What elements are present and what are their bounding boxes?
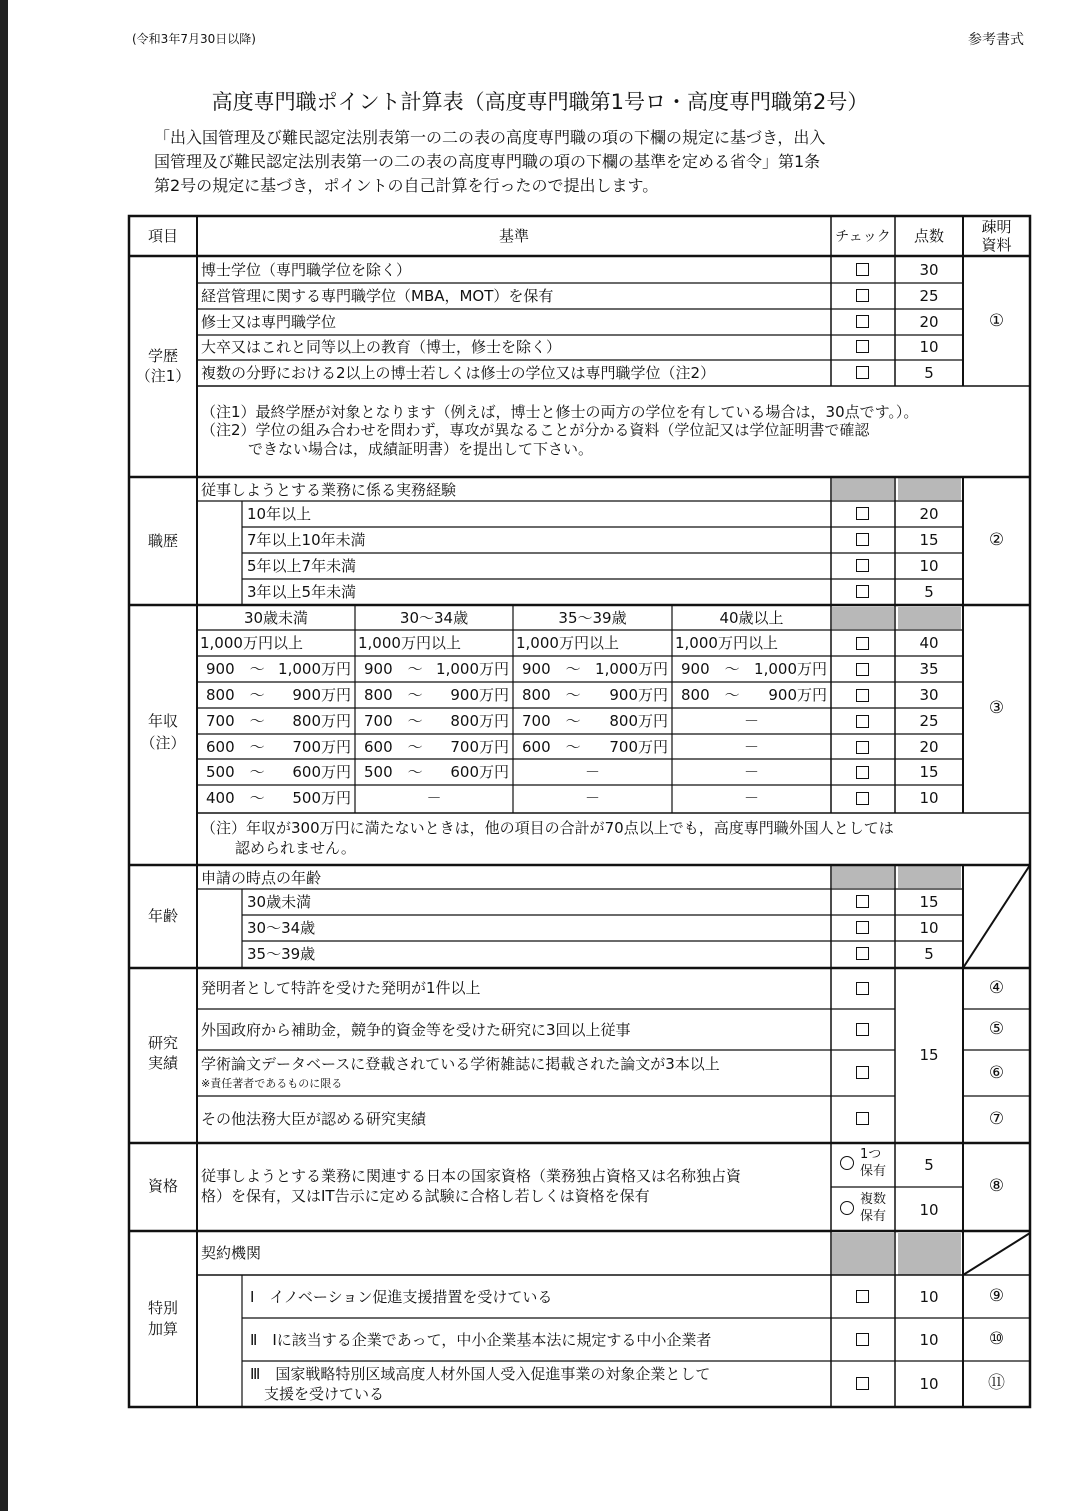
checkbox[interactable]: [856, 689, 869, 702]
header-docs: 資料: [981, 236, 1012, 254]
points-value: 10: [919, 557, 939, 575]
criteria-text: 30～34歳: [247, 919, 316, 937]
note-text: できない場合は，成績証明書）を提出して下さい。: [248, 440, 594, 458]
criteria-text: 支援を受けている: [264, 1385, 385, 1403]
salary-cell-empty: －: [584, 763, 600, 781]
criteria-text: 外国政府から補助金，競争的資金等を受けた研究に3回以上従事: [201, 1021, 631, 1039]
criteria-text: 修士又は専門職学位: [201, 313, 337, 331]
checkbox[interactable]: [856, 1290, 869, 1303]
checkbox[interactable]: [856, 559, 869, 572]
checkbox[interactable]: [856, 585, 869, 598]
option-label: 複数: [860, 1192, 887, 1207]
criteria-text: Ⅰ イノベーション促進支援措置を受けている: [250, 1288, 553, 1306]
header-check: チェック: [835, 229, 891, 245]
points-value: 15: [919, 893, 939, 911]
header-item: 項目: [147, 227, 178, 245]
points-value: 15: [919, 531, 939, 549]
doc-number: ⑦: [988, 1109, 1005, 1129]
note-text: （注）年収が300万円に満たないときは，他の項目の合計が70点以上でも，高度専門職外国人としては: [201, 819, 894, 837]
points-value: 15: [919, 1046, 939, 1064]
salary-range-to: 500万円: [292, 789, 351, 807]
doc-number: ⑪: [988, 1373, 1005, 1393]
section-heading: 従事しようとする業務に係る実務経験: [201, 481, 457, 499]
salary-range-to: 700万円: [609, 738, 668, 756]
points-value: 30: [919, 686, 939, 704]
header-points: 点数: [913, 227, 944, 245]
points-value: 5: [924, 945, 934, 963]
checkbox[interactable]: [856, 366, 869, 379]
salary-range-from: 700 ～: [364, 712, 423, 730]
salary-range-from: 900 ～: [522, 660, 581, 678]
salary-range-from: 600 ～: [522, 738, 581, 756]
salary-range-from: 800 ～: [522, 686, 581, 704]
checkbox[interactable]: [856, 637, 869, 650]
points-value: 10: [919, 1375, 939, 1393]
points-value: 20: [919, 738, 939, 756]
points-value: 5: [924, 1156, 934, 1174]
section-heading: 契約機関: [201, 1244, 262, 1262]
salary-cell: 1,000万円以上: [200, 634, 303, 652]
section-label-research: 研究: [147, 1034, 178, 1052]
criteria-text: 格）を保有，又はIT告示に定める試験に合格し若しくは資格を保有: [201, 1187, 650, 1205]
doc-number: ⑩: [988, 1329, 1005, 1349]
section-heading: 申請の時点の年齢: [201, 869, 322, 887]
salary-range-to: 1,000万円: [278, 660, 351, 678]
criteria-text: Ⅱ Ⅰに該当する企業であって，中小企業基本法に規定する中小企業者: [250, 1331, 712, 1349]
checkbox[interactable]: [856, 741, 869, 754]
points-value: 25: [919, 287, 939, 305]
criteria-subnote: ※責任著者であるものに限る: [201, 1077, 343, 1090]
points-value: 40: [919, 634, 939, 652]
points-value: 5: [924, 583, 934, 601]
salary-range-to: 800万円: [292, 712, 351, 730]
salary-range-from: 900 ～: [681, 660, 740, 678]
checkbox[interactable]: [856, 1333, 869, 1346]
salary-range-to: 900万円: [609, 686, 668, 704]
salary-range-from: 700 ～: [522, 712, 581, 730]
checkbox[interactable]: [856, 1066, 869, 1079]
criteria-text: Ⅲ 国家戦略特別区域高度人材外国人受入促進事業の対象企業として: [250, 1365, 711, 1383]
checkbox[interactable]: [856, 507, 869, 520]
salary-range-from: 600 ～: [364, 738, 423, 756]
salary-range-to: 900万円: [450, 686, 509, 704]
salary-range-from: 500 ～: [206, 763, 265, 781]
header-criteria: 基準: [498, 227, 529, 245]
salary-cell-empty: －: [426, 789, 442, 807]
radio-single[interactable]: [840, 1156, 854, 1170]
doc-number: ⑤: [988, 1019, 1005, 1039]
criteria-text: 3年以上5年未満: [247, 583, 357, 601]
checkbox[interactable]: [856, 921, 869, 934]
note-text: （注1）最終学歴が対象となります（例えば，博士と修士の両方の学位を有している場合は，30点です。）。: [201, 403, 919, 421]
checkbox[interactable]: [856, 1377, 869, 1390]
salary-range-to: 1,000万円: [754, 660, 827, 678]
reference-form-label: 参考書式: [968, 32, 1024, 48]
section-label-special: 加算: [147, 1320, 178, 1338]
section-note-ref: （注）: [140, 734, 186, 752]
checkbox[interactable]: [856, 263, 869, 276]
section-label-qualification: 資格: [147, 1177, 178, 1195]
salary-range-from: 600 ～: [206, 738, 265, 756]
checkbox[interactable]: [856, 340, 869, 353]
points-value: 10: [919, 338, 939, 356]
age-band-header: 40歳以上: [719, 609, 784, 627]
age-band-header: 30～34歳: [399, 609, 469, 627]
points-value: 10: [919, 919, 939, 937]
salary-cell-empty: －: [743, 738, 759, 756]
section-label-career: 職歴: [147, 532, 178, 550]
checkbox[interactable]: [856, 315, 869, 328]
criteria-text: 5年以上7年未満: [247, 557, 357, 575]
points-value: 15: [919, 763, 939, 781]
criteria-text: 従事しようとする業務に関連する日本の国家資格（業務独占資格又は名称独占資: [201, 1167, 742, 1185]
salary-cell-empty: －: [743, 789, 759, 807]
salary-range-from: 400 ～: [206, 789, 265, 807]
intro-line: 国管理及び難民認定法別表第一の二の表の高度専門職の項の下欄の基準を定める省令」第1条: [154, 152, 821, 171]
points-value: 30: [919, 261, 939, 279]
salary-range-to: 800万円: [609, 712, 668, 730]
section-label-education: 学歴: [147, 347, 178, 365]
checkbox[interactable]: [856, 766, 869, 779]
criteria-text: 学術論文データベースに登載されている学術雑誌に掲載された論文が3本以上: [201, 1055, 720, 1073]
salary-range-from: 800 ～: [681, 686, 740, 704]
salary-range-to: 900万円: [768, 686, 827, 704]
doc-number: ③: [988, 698, 1005, 718]
points-value: 5: [924, 364, 934, 382]
criteria-text: 複数の分野における2以上の博士若しくは修士の学位又は専門職学位（注2）: [201, 364, 716, 382]
salary-range-to: 800万円: [450, 712, 509, 730]
salary-cell-empty: －: [743, 712, 759, 730]
criteria-text: その他法務大臣が認める研究実績: [201, 1110, 427, 1128]
salary-cell-empty: －: [743, 763, 759, 781]
checkbox[interactable]: [856, 895, 869, 908]
section-label-salary: 年収: [147, 712, 178, 730]
section-label-research: 実績: [147, 1054, 178, 1072]
points-value: 10: [919, 1331, 939, 1349]
age-band-header: 30歳未満: [243, 609, 309, 627]
points-value: 25: [919, 712, 939, 730]
checkbox[interactable]: [856, 1023, 869, 1036]
salary-range-from: 800 ～: [206, 686, 265, 704]
checkbox[interactable]: [856, 1112, 869, 1125]
criteria-text: 10年以上: [247, 505, 312, 523]
criteria-text: 博士学位（専門職学位を除く）: [201, 261, 412, 279]
doc-number: ②: [988, 530, 1005, 550]
salary-cell: 1,000万円以上: [358, 634, 461, 652]
salary-range-from: 500 ～: [364, 763, 423, 781]
checkbox[interactable]: [856, 982, 869, 995]
intro-line: 「出入国管理及び難民認定法別表第一の二の表の高度専門職の項の下欄の規定に基づき，出入: [154, 128, 826, 147]
radio-multiple[interactable]: [840, 1201, 854, 1215]
points-value: 20: [919, 505, 939, 523]
doc-number: ④: [988, 978, 1005, 998]
header-docs: 疎明: [981, 218, 1012, 236]
checkbox[interactable]: [856, 663, 869, 676]
intro-line: 第2号の規定に基づき，ポイントの自己計算を行ったので提出します。: [154, 176, 659, 195]
criteria-text: 経営管理に関する専門職学位（MBA，MOT）を保有: [201, 287, 554, 305]
salary-range-to: 600万円: [292, 763, 351, 781]
checkbox[interactable]: [856, 289, 869, 302]
checkbox[interactable]: [856, 715, 869, 728]
salary-range-to: 900万円: [292, 686, 351, 704]
points-value: 20: [919, 313, 939, 331]
salary-range-from: 900 ～: [364, 660, 423, 678]
doc-number: ⑨: [988, 1286, 1005, 1306]
doc-number: ⑥: [988, 1063, 1005, 1083]
section-label-age: 年齢: [147, 907, 178, 925]
option-label: 1つ: [860, 1147, 882, 1162]
note-text: （注2）学位の組み合わせを問わず，専攻が異なることが分かる資料（学位記又は学位証明書で確認: [201, 421, 870, 439]
option-label: 保有: [860, 1164, 887, 1179]
checkbox[interactable]: [856, 947, 869, 960]
option-label: 保有: [860, 1209, 887, 1224]
salary-range-from: 800 ～: [364, 686, 423, 704]
page-title: 高度専門職ポイント計算表（高度専門職第1号ロ・高度専門職第2号）: [211, 90, 869, 114]
age-band-header: 35～39歳: [558, 609, 627, 627]
effective-date: (令和3年7月30日以降): [132, 32, 256, 46]
points-value: 35: [919, 660, 939, 678]
salary-range-to: 700万円: [292, 738, 351, 756]
points-value: 10: [919, 1288, 939, 1306]
salary-range-to: 600万円: [450, 763, 509, 781]
criteria-text: 30歳未満: [247, 893, 312, 911]
salary-range-from: 900 ～: [206, 660, 265, 678]
doc-number: ①: [988, 311, 1005, 331]
salary-cell-empty: －: [584, 789, 600, 807]
criteria-text: 7年以上10年未満: [247, 531, 366, 549]
salary-range-to: 1,000万円: [436, 660, 509, 678]
criteria-text: 発明者として特許を受けた発明が1件以上: [201, 979, 481, 997]
salary-range-from: 700 ～: [206, 712, 265, 730]
criteria-text: 大卒又はこれと同等以上の教育（博士，修士を除く）: [201, 338, 562, 356]
checkbox[interactable]: [856, 792, 869, 805]
salary-cell: 1,000万円以上: [516, 634, 619, 652]
section-label-special: 特別: [147, 1299, 178, 1317]
checkbox[interactable]: [856, 533, 869, 546]
doc-number: ⑧: [988, 1176, 1005, 1196]
points-value: 10: [919, 789, 939, 807]
points-value: 10: [919, 1201, 939, 1219]
salary-range-to: 1,000万円: [595, 660, 668, 678]
section-note-ref: （注1）: [135, 367, 191, 385]
note-text: 認められません。: [235, 839, 356, 857]
salary-cell: 1,000万円以上: [675, 634, 778, 652]
criteria-text: 35～39歳: [247, 945, 316, 963]
salary-range-to: 700万円: [450, 738, 509, 756]
